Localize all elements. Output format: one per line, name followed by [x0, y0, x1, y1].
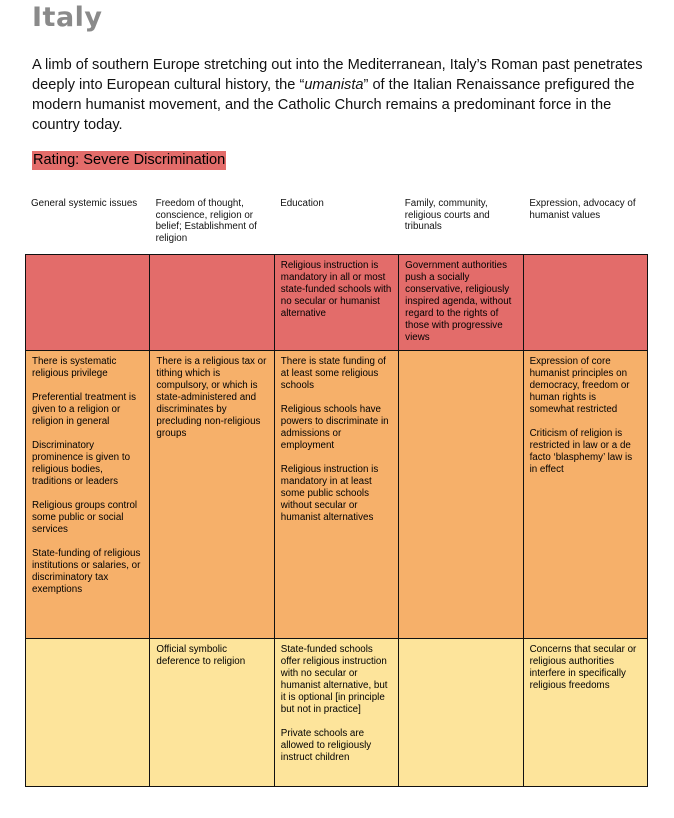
table-cell — [523, 351, 647, 639]
rating-table — [25, 254, 648, 787]
cell-text: Official symbolic deference to religion — [156, 644, 246, 667]
table-cell — [274, 351, 398, 639]
intro-text-start: A limb of southern Europe stretching out into the Mediterranean, Italy’s Roman past penetrates deeply into European cultural history, the “ — [32, 57, 643, 93]
table-cell — [150, 639, 274, 787]
cell-text: State-funding of religious institutions or salaries, or discriminatory tax exemptions — [32, 548, 141, 595]
table-cell — [523, 255, 647, 351]
page-title: Italy — [32, 2, 103, 33]
mild-row — [26, 639, 648, 787]
intro-paragraph — [32, 55, 652, 135]
cell-text: Religious instruction is mandatory in at least some public schools without secular or humanist alternatives — [280, 464, 379, 523]
cell-text: Religious schools have powers to discriminate in admissions or employment — [280, 404, 389, 451]
intro-text-end: ” of the Italian Renaissance prefigured the modern humanist movement, and the Catholic Church remains a predominant force in the country today. — [32, 77, 635, 133]
table-cell — [399, 639, 523, 787]
cell-text: Discriminatory prominence is given to religious bodies, traditions or leaders — [32, 440, 131, 487]
table-cell — [150, 351, 274, 639]
table-cell — [399, 255, 523, 351]
header-general-systemic: General systemic issues — [31, 198, 138, 209]
table-cell — [26, 639, 150, 787]
cell-text: Concerns that secular or religious authorities interfere in specifically religious freedoms — [529, 644, 637, 691]
cell-text: Preferential treatment is given to a religion or religion in general — [32, 392, 137, 427]
column-headers — [25, 198, 648, 244]
cell-text: Religious instruction is mandatory in all or most state-funded schools with no secular or humanist alternative — [280, 260, 392, 319]
cell-text: Private schools are allowed to religiously instruct children — [280, 728, 372, 763]
rating-badge: Rating: Severe Discrimination — [33, 152, 226, 168]
table-cell — [274, 255, 398, 351]
systemic-row — [26, 351, 648, 639]
cell-text: There is state funding of at least some religious schools — [280, 356, 386, 391]
cell-text: Expression of core humanist principles on democracy, freedom or human rights is somewhat restricted — [529, 356, 630, 415]
header-education: Education — [280, 198, 324, 209]
table-cell — [150, 255, 274, 351]
header-family-community: Family, community, religious courts and tribunals — [404, 198, 490, 232]
cell-text: Religious groups control some public or social services — [32, 500, 138, 535]
cell-text: State-funded schools offer religious instruction with no secular or humanist alternative, but it is optional [in principle but not in practice] — [280, 644, 388, 715]
cell-text: Criticism of religion is restricted in law or a de facto ‘blasphemy’ law is in effect — [529, 428, 633, 475]
table-cell — [26, 255, 150, 351]
header-freedom-of-thought: Freedom of thought, conscience, religion or belief; Establishment of religion — [155, 198, 257, 244]
table-cell — [399, 351, 523, 639]
table-cell — [274, 639, 398, 787]
cell-text: Government authorities push a socially conservative, religiously inspired agenda, without regard to the rights of those with progressive views — [405, 260, 512, 343]
cell-text: There is systematic religious privilege — [32, 356, 117, 379]
table-cell — [523, 639, 647, 787]
intro-emphasis: umanista — [304, 77, 364, 93]
severe-row — [26, 255, 648, 351]
cell-text: There is a religious tax or tithing which is compulsory, or which is state-administered and discriminates by precluding non-religious groups — [156, 356, 267, 439]
table-cell — [26, 351, 150, 639]
header-expression-advocacy: Expression, advocacy of humanist values — [529, 198, 636, 221]
